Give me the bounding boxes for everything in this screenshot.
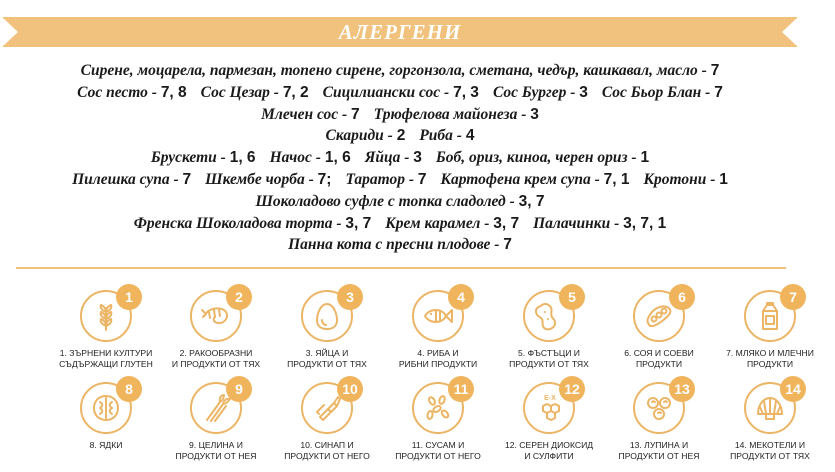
allergen-codes: 7, 8 — [160, 83, 187, 101]
allergen-label — [705, 348, 835, 369]
dish-name: Шкембе чорба - — [205, 170, 318, 188]
allergen-codes: 3, 7 — [345, 214, 372, 232]
allergen-codes: 7 — [503, 236, 512, 254]
dish-line — [0, 147, 800, 169]
allergen-codes: 7 — [417, 170, 427, 188]
allergen-label-line: 1. ЗЪРНЕНИ КУЛТУРИ — [59, 348, 153, 358]
dish-item — [151, 149, 256, 166]
celery-icon — [200, 392, 232, 424]
dish-name: Сос Цезар - — [200, 83, 283, 101]
dish-name: Млечен сос - — [261, 105, 352, 123]
dish-item — [270, 149, 351, 166]
allergen-icon-wrap — [521, 376, 580, 432]
allergen-label — [705, 440, 835, 461]
allergen-icon-wrap — [188, 376, 244, 432]
allergen-icon-wrap — [299, 376, 358, 432]
dish-item — [81, 62, 720, 79]
dish-name: Скариди - — [325, 127, 397, 145]
sulphite-icon-text: E-X — [544, 395, 556, 402]
dish-name: Начос - — [269, 149, 325, 167]
dish-line — [0, 191, 800, 213]
allergen-label-line: 11. СУСАМ И — [411, 440, 465, 450]
dish-item — [134, 215, 372, 232]
allergen-icon-wrap — [631, 284, 687, 340]
dish-name: Трюфелова майонеза - — [373, 105, 531, 123]
peanut-icon — [533, 300, 565, 332]
allergen-label-line: ПРОДУКТИ ОТ ТЯХ — [509, 358, 589, 369]
allergen-label-line: ПРОДУКТИ ОТ НЕЯ — [175, 450, 257, 461]
dish-line — [0, 169, 800, 191]
dish-item — [323, 84, 479, 101]
allergen-codes: 7; — [317, 170, 332, 188]
dish-item — [288, 236, 512, 253]
page-title: АЛЕРГЕНИ — [338, 20, 462, 44]
allergen-codes: 1, 6 — [229, 149, 256, 167]
dish-name: Таратор - — [345, 170, 418, 188]
dish-name: Кротони - — [643, 170, 720, 188]
allergen-codes: 3, 7 — [493, 214, 520, 232]
allergen-codes: 3, 7 — [518, 192, 545, 210]
dish-line — [0, 104, 800, 126]
allergen-icon-wrap — [410, 376, 469, 432]
allergen-label-line: 5. ФЪСТЪЦИ И — [518, 348, 580, 358]
dish-item — [493, 84, 588, 101]
dish-item — [255, 193, 544, 210]
milk-icon — [754, 300, 786, 332]
dish-line — [0, 234, 800, 256]
allergen-label-line: РИБНИ ПРОДУКТИ — [398, 358, 478, 369]
dish-item — [419, 127, 474, 144]
allergen-number-badge: 12 — [559, 376, 585, 402]
allergen-label-line: 10. СИНАП И — [300, 440, 354, 450]
allergen-codes: 7, 1 — [603, 170, 630, 188]
dish-item — [436, 149, 649, 166]
dish-item — [365, 149, 422, 166]
egg-icon — [311, 300, 343, 332]
mustard-icon — [311, 392, 343, 424]
allergen-number-badge: 7 — [780, 284, 806, 310]
allergen-label-line: И ПРОДУКТИ ОТ ТЯХ — [171, 358, 261, 369]
allergen-codes: 7 — [182, 170, 192, 188]
allergen-label-line: 14. МЕКОТЕЛИ И — [734, 440, 806, 450]
sulphite-icon — [533, 392, 565, 424]
dish-item — [385, 215, 519, 232]
dish-name: Пилешка супа - — [72, 170, 183, 188]
allergen-label-line: И СУЛФИТИ — [524, 450, 574, 461]
allergen-icon-wrap — [742, 284, 798, 340]
allergen-number-badge: 3 — [337, 284, 363, 310]
dish-name: Крем карамел - — [385, 214, 494, 232]
allergen-label-line: ПРОДУКТИ — [635, 358, 683, 369]
allergen-codes: 3 — [413, 149, 422, 167]
dish-name: Сицилиански сос - — [322, 83, 454, 101]
allergen-label-line: ПРОДУКТИ ОТ НЕГО — [284, 450, 370, 461]
dish-name: Панна кота с пресни плодове - — [288, 236, 504, 254]
allergen-label-line: ПРОДУКТИ ОТ ТЯХ — [287, 358, 367, 369]
allergen-codes: 7 — [710, 62, 720, 79]
allergen-codes: 7 — [351, 105, 360, 123]
dish-item — [261, 106, 360, 123]
allergen-label-line: 6. СОЯ И СОЕВИ — [624, 348, 694, 358]
allergen-codes: 7 — [714, 83, 723, 101]
allergen-codes: 3 — [530, 105, 539, 123]
dish-name: Сос Бургер - — [492, 83, 580, 101]
dish-item — [72, 171, 191, 188]
soy-icon — [643, 300, 675, 332]
allergen-icon-wrap — [78, 284, 134, 340]
allergen-icon-wrap — [521, 284, 577, 340]
nut-icon — [90, 392, 122, 424]
divider — [16, 267, 786, 269]
allergen-label-line: 13. ЛУПИНА И — [629, 440, 689, 450]
dish-item — [345, 171, 426, 188]
dish-item — [326, 127, 406, 144]
allergen-label-line: 8. ЯДКИ — [89, 440, 123, 450]
allergen-icon-wrap — [78, 376, 134, 432]
allergen-codes: 7, 3 — [453, 83, 479, 101]
dish-item — [533, 215, 666, 232]
dish-name: Сос песто - — [77, 83, 161, 101]
dish-name: Сос Бьор Блан - — [601, 83, 715, 101]
dish-line — [0, 60, 800, 82]
dish-item — [201, 84, 309, 101]
allergen-icon-wrap — [188, 284, 244, 340]
allergen-legend — [0, 279, 814, 472]
allergen-codes: 3 — [579, 83, 588, 101]
allergen-number-badge: 14 — [780, 376, 806, 402]
lupin-icon — [643, 392, 675, 424]
allergen-label-line: 2. РАКООБРАЗНИ — [179, 348, 253, 358]
allergen-label-line: 4. РИБА И — [417, 348, 459, 358]
dish-line — [0, 125, 800, 147]
allergen-label-line: ПРОДУКТИ — [746, 358, 794, 369]
allergen-label-line: 12. СЕРЕН ДИОКСИД — [504, 440, 594, 450]
dish-item — [374, 106, 539, 123]
dish-name: Картофена крем супа - — [440, 170, 604, 188]
allergen-label-line: СЪДЪРЖАЩИ ГЛУТЕН — [59, 358, 153, 369]
allergen-label-line: ПРОДУКТИ ОТ НЕЯ — [618, 450, 700, 461]
allergen-number-badge: 6 — [669, 284, 695, 310]
allergen-icon-wrap — [742, 376, 801, 432]
dish-allergen-list — [0, 60, 800, 256]
allergen-number-badge: 10 — [337, 376, 363, 402]
shrimp-icon — [200, 300, 232, 332]
allergen-codes: 2 — [396, 127, 406, 145]
allergen-icon-wrap — [410, 284, 466, 340]
fish-icon — [422, 300, 454, 332]
allergen-icon-wrap — [631, 376, 690, 432]
title-banner — [2, 17, 798, 47]
allergen-number-badge: 8 — [116, 376, 142, 402]
dish-name: Шоколадово суфле с топка сладолед - — [255, 192, 519, 210]
allergen-number-badge: 13 — [669, 376, 695, 402]
allergen-item — [705, 376, 835, 461]
dish-item — [644, 171, 728, 188]
dish-item — [205, 171, 331, 188]
allergen-label-line: ПРОДУКТИ ОТ ТЯХ — [730, 450, 810, 461]
allergen-number-badge: 11 — [448, 376, 474, 402]
allergen-codes: 7, 2 — [282, 83, 309, 101]
dish-line — [0, 213, 800, 235]
allergen-icon-wrap — [299, 284, 355, 340]
dish-item — [441, 171, 630, 188]
dish-name: Боб, ориз, киноа, черен ориз - — [435, 149, 641, 167]
allergen-codes: 1 — [719, 170, 728, 188]
allergen-codes: 3, 7, 1 — [623, 214, 667, 232]
sesame-icon — [422, 392, 454, 424]
allergen-codes: 1, 6 — [324, 149, 351, 167]
allergen-number-badge: 5 — [559, 284, 585, 310]
allergen-number-badge: 9 — [226, 376, 252, 402]
allergen-label-line: 9. ЦЕЛИНА И — [189, 440, 243, 450]
dish-name: Палачинки - — [533, 214, 624, 232]
dish-name: Яйца - — [364, 149, 414, 167]
allergen-codes: 1 — [640, 149, 650, 167]
allergen-label-line: 3. ЯЙЦА И — [305, 348, 349, 358]
dish-name: Сирене, моцарела, пармезан, топено сирене, горгонзола, сметана, чедър, кашкавал, масло - — [80, 62, 711, 79]
dish-name: Френска Шоколадова торта - — [133, 214, 346, 232]
wheat-icon — [90, 300, 122, 332]
dish-name: Риба - — [419, 127, 466, 145]
allergen-number-badge: 2 — [226, 284, 252, 310]
allergen-number-badge: 4 — [448, 284, 474, 310]
shell-icon — [754, 392, 786, 424]
allergen-number-badge: 1 — [116, 284, 142, 310]
dish-name: Брускети - — [150, 149, 230, 167]
dish-item — [602, 84, 723, 101]
dish-line — [0, 82, 800, 104]
allergen-label-line: 7. МЛЯКО И МЛЕЧНИ — [726, 348, 814, 358]
dish-item — [77, 84, 187, 101]
allergen-label-line: ПРОДУКТИ ОТ НЕГО — [395, 450, 481, 461]
allergen-codes: 4 — [465, 127, 475, 145]
allergen-item — [705, 284, 835, 369]
